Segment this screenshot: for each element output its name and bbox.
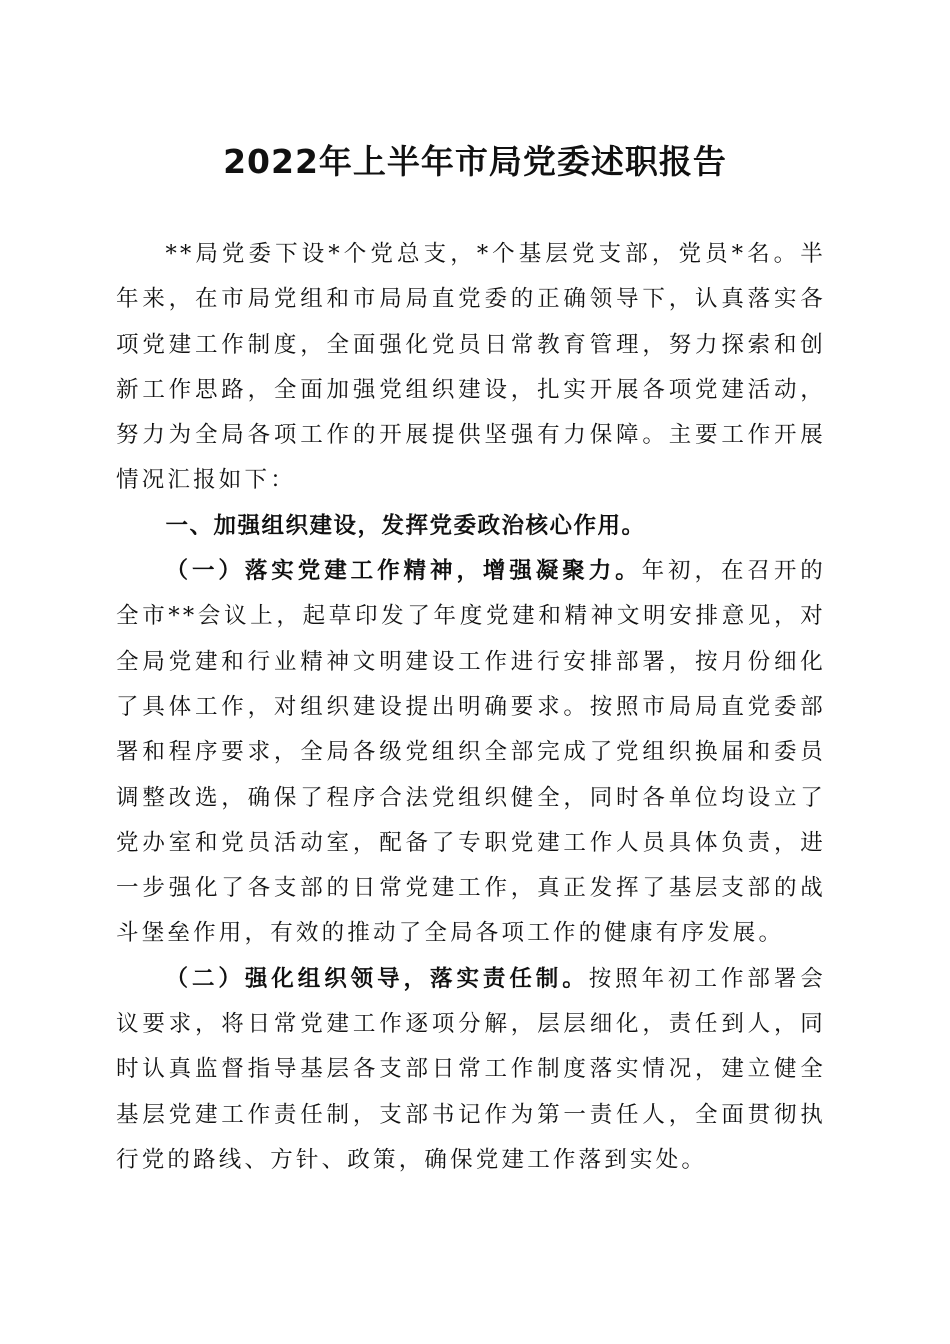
document-title: 2022年上半年市局党委述职报告	[223, 142, 727, 181]
subsection-2-body: 按照年初工作部署会议要求，将日常党建工作逐项分解，层层细化，责任到人，同时认真监督指导基层各支部日常工作制度落实情况，建立健全基层党建工作责任制，支部书记作为第一责任人，全面贯彻执行党的路线、方针、政策，确保党建工作落到实处。	[116, 965, 826, 1173]
subsection-2-lead: （二）强化组织领导，落实责任制。	[165, 965, 589, 992]
subsection-1-paragraph	[116, 549, 826, 957]
intro-paragraph: **局党委下设*个党总支，*个基层党支部，党员*名。半年来，在市局党组和市局局直党委的正确领导下，认真落实各项党建工作制度，全面强化党员日常教育管理，努力探索和创新工作思路，全面加强党组织建设，扎实开展各项党建活动，努力为全局各项工作的开展提供坚强有力保障。主要工作开展情况汇报如下：	[116, 241, 826, 494]
subsection-1-body: 年初，在召开的全市**会议上，起草印发了年度党建和精神文明安排意见，对全局党建和行业精神文明建设工作进行安排部署，按月份细化了具体工作，对组织建设提出明确要求。按照市局局直党委部署和程序要求，全局各级党组织全部完成了党组织换届和委员调整改选，确保了程序合法党组织健全，同时各单位均设立了党办室和党员活动室，配备了专职党建工作人员具体负责，进一步强化了各支部的日常党建工作，真正发挥了基层支部的战斗堡垒作用，有效的推动了全局各项工作的健康有序发展。	[116, 558, 826, 947]
subsection-1-lead: （一）落实党建工作精神，增强凝聚力。	[165, 558, 642, 585]
document-body	[116, 232, 826, 1183]
section-heading: 一、加强组织建设，发挥党委政治核心作用。	[165, 512, 646, 539]
subsection-2-paragraph	[116, 957, 826, 1183]
